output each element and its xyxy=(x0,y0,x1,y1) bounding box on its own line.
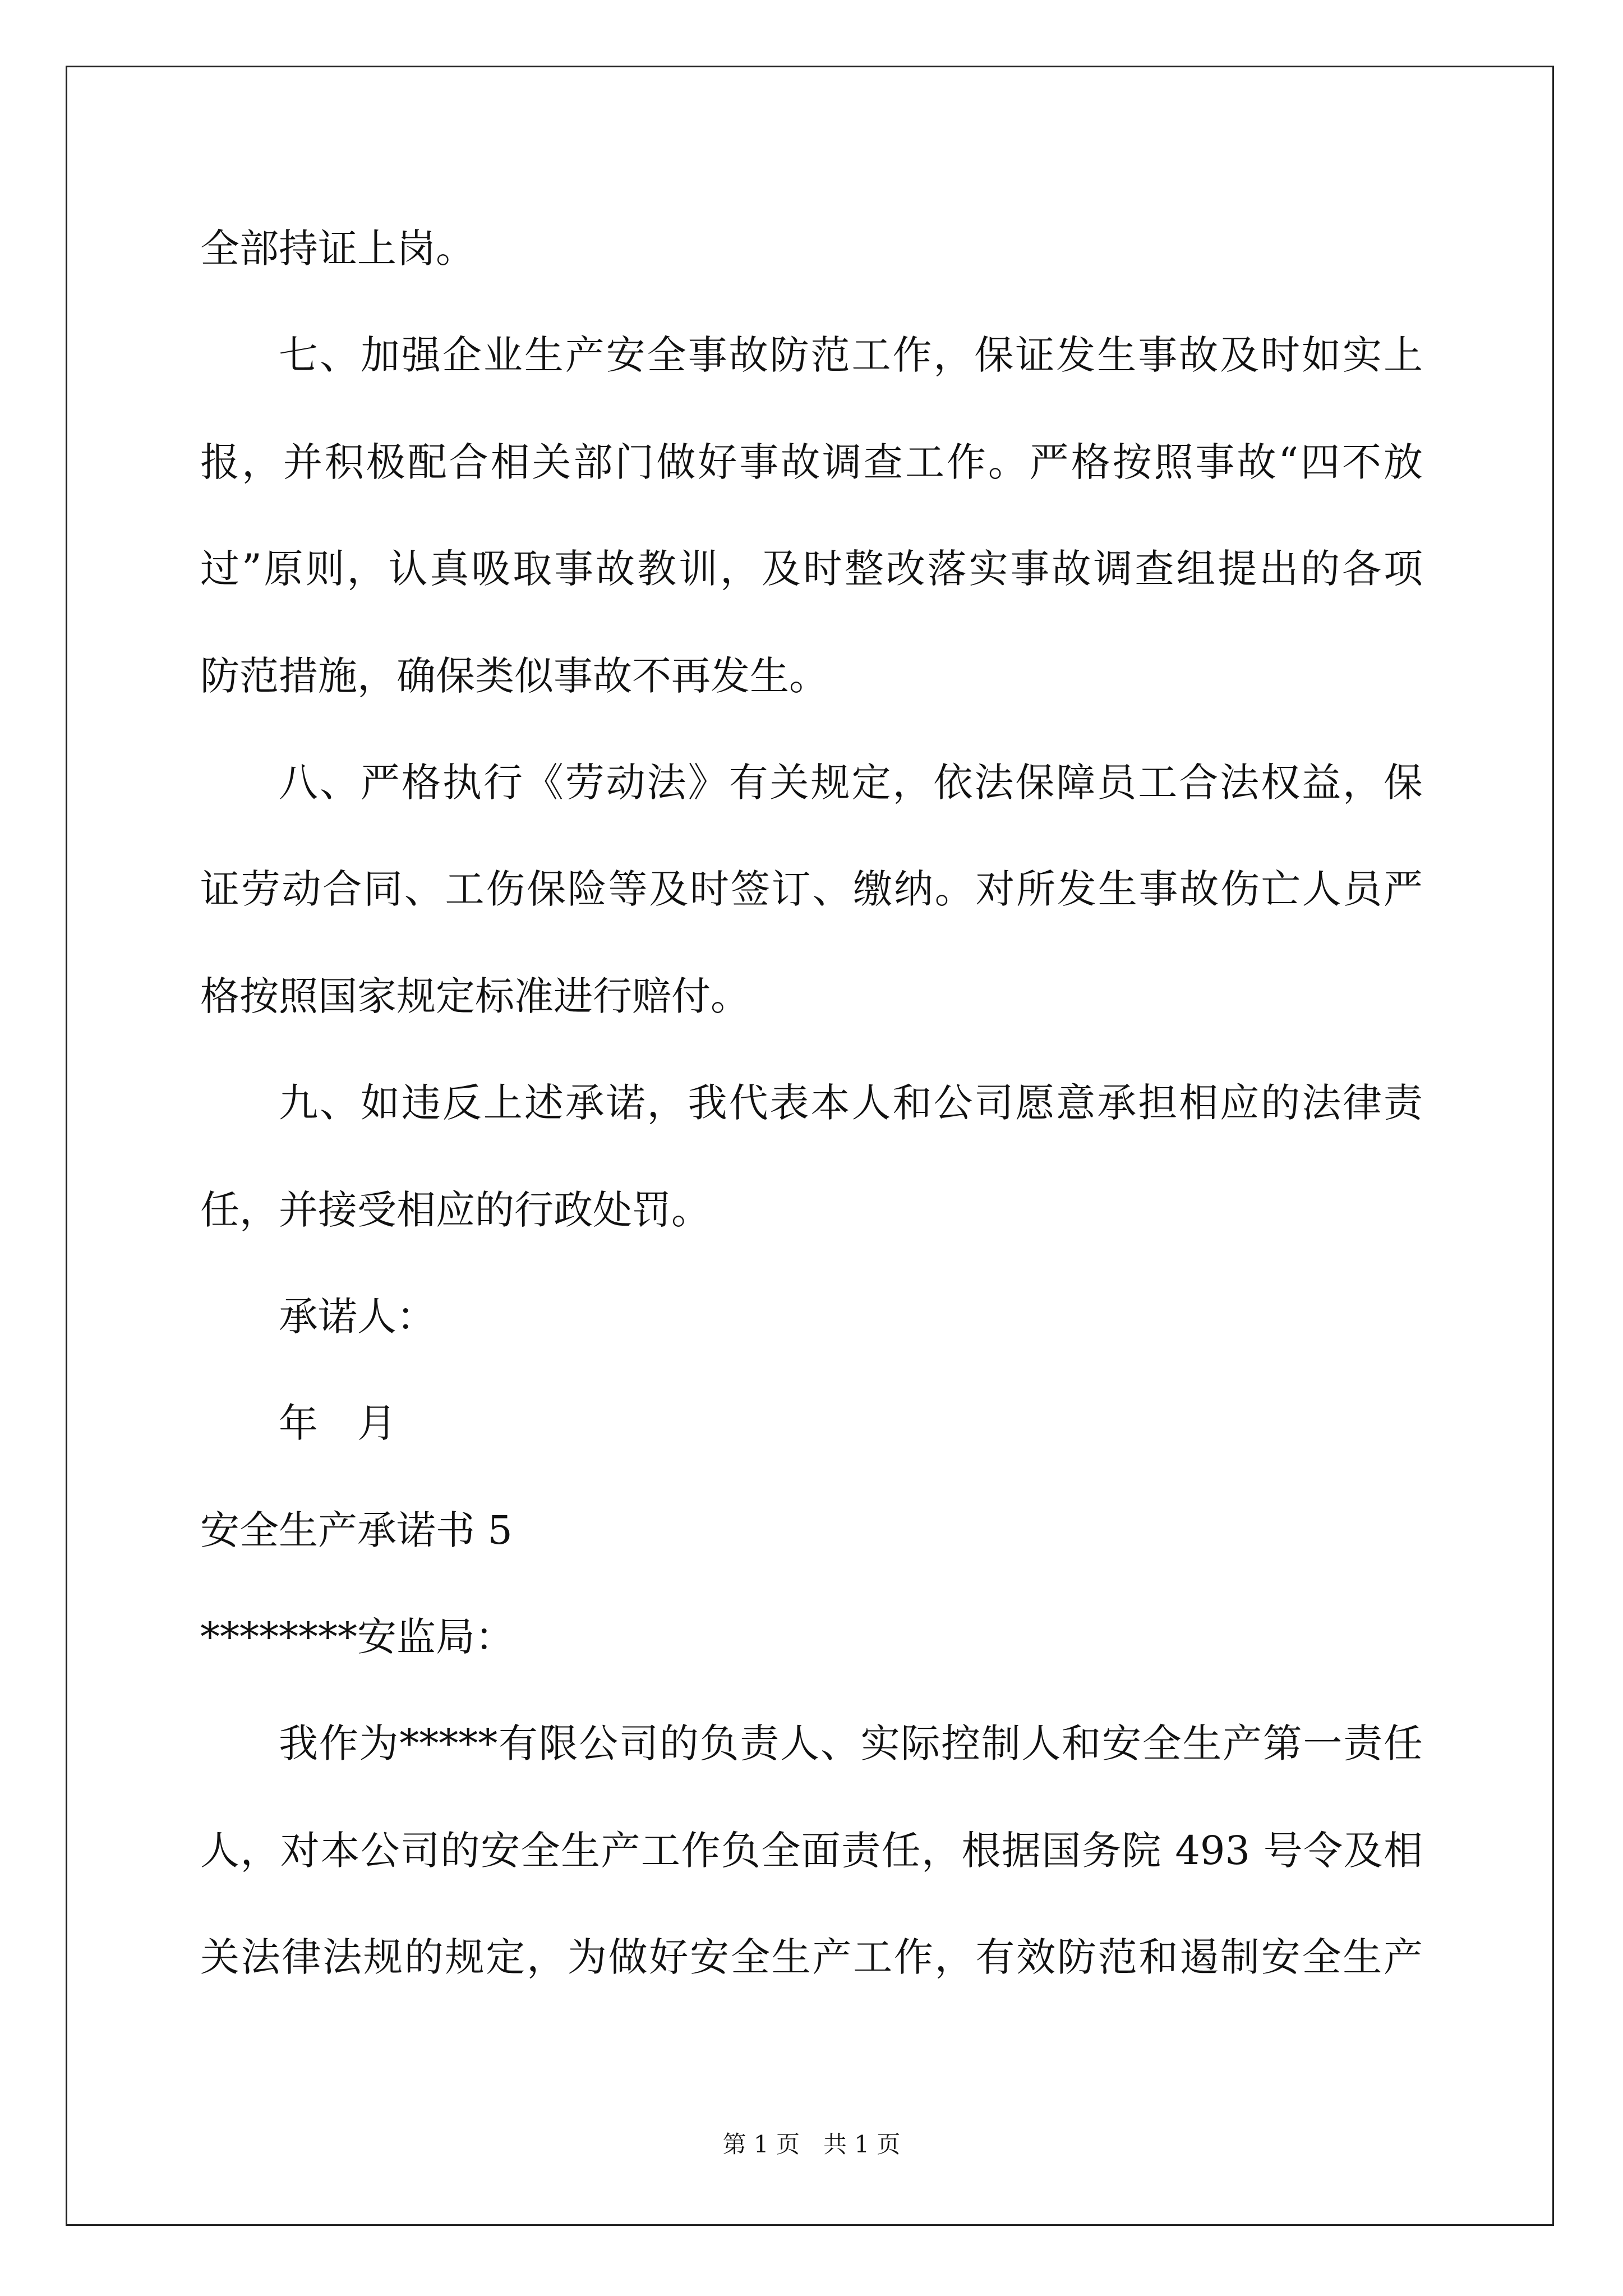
text-line: 任，并接受相应的行政处罚。 xyxy=(200,1186,711,1233)
page-number: 第 1 页 共 1 页 xyxy=(722,2131,901,2158)
section-title: 安全生产承诺书 5 xyxy=(200,1507,513,1553)
paragraph-start: 我作为*****有限公司的负责人、实际控制人和安全生产第一责任 xyxy=(279,1720,1423,1767)
text-line: 证劳动合同、工伤保险等及时签订、缴纳。对所发生事故伤亡人员严 xyxy=(200,866,1423,913)
paragraph-7-start: 七、加强企业生产安全事故防范工作，保证发生事故及时如实上 xyxy=(279,332,1423,379)
text-line: 防范措施，确保类似事故不再发生。 xyxy=(200,652,828,699)
text-line: 关法律法规的规定，为做好安全生产工作，有效防范和遏制安全生产 xyxy=(200,1934,1423,1981)
document-body xyxy=(200,195,1423,2011)
text-line: 报，并积极配合相关部门做好事故调查工作。严格按照事故“四不放 xyxy=(200,439,1423,485)
text-line: 人，对本公司的安全生产工作负全面责任，根据国务院 493 号令及相 xyxy=(200,1827,1423,1874)
text-line: 全部持证上岗。 xyxy=(200,226,475,272)
signatory-label: 承诺人： xyxy=(279,1293,436,1340)
addressee: ********安监局： xyxy=(200,1614,514,1660)
date-label: 年 月 xyxy=(279,1400,396,1447)
text-line: 格按照国家规定标准进行赔付。 xyxy=(200,973,750,1019)
paragraph-8-start: 八、严格执行《劳动法》有关规定，依法保障员工合法权益，保 xyxy=(279,759,1423,806)
paragraph-9-start: 九、如违反上述承诺，我代表本人和公司愿意承担相应的法律责 xyxy=(279,1080,1423,1126)
text-line: 过”原则，认真吸取事故教训，及时整改落实事故调查组提出的各项 xyxy=(200,546,1423,592)
